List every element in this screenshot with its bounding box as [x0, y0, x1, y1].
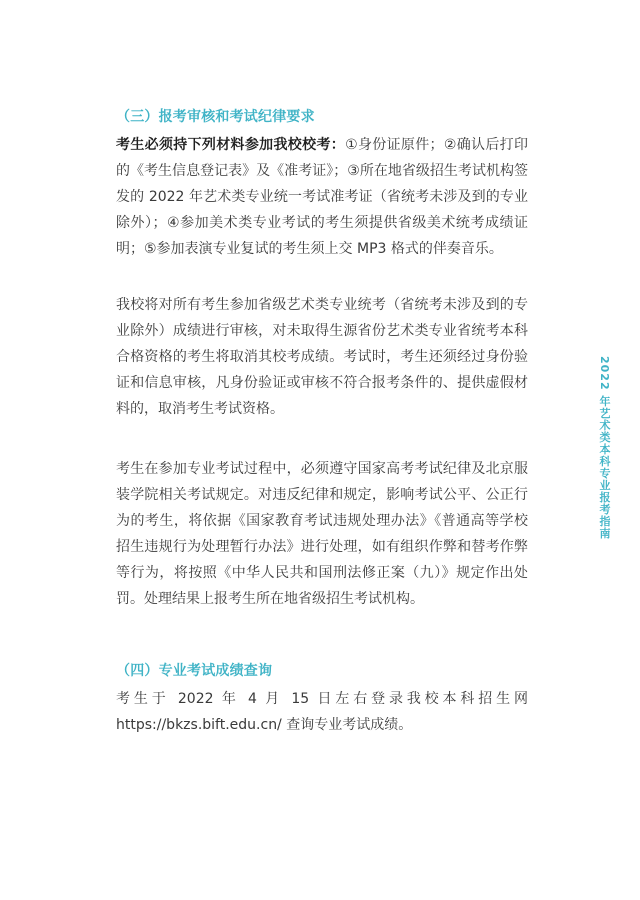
required-materials-text: ①身份证原件；②确认后打印的《考生信息登记表》及《准考证》；③所在地省级招生考试机构签发的 2022 年艺术类专业统一考试准考证（省统考未涉及到的专业除外）；④参加美术类专业考试的考生须提供省级美术统考成绩证明；⑤参加表演专业复试的考生须上交 MP3 格式的伴奏音乐。 [116, 137, 529, 257]
section-heading-exam-review: （三）报考审核和考试纪律要求 [116, 109, 315, 125]
paragraph-score-query: 考生于 2022 年 4 月 15 日左右登录我校本科招生网 https://bkzs.bift.edu.cn/ 查询专业考试成绩。 [116, 691, 528, 733]
side-tab-guide-title: 2022 年艺术类本科专业报考指南 [598, 356, 611, 540]
section-heading-score-query: （四）专业考试成绩查询 [116, 663, 273, 679]
required-materials-lead: 考生必须持下列材料参加我校校考： [116, 137, 346, 153]
paragraph-score-review: 我校将对所有考生参加省级艺术类专业统考（省统考未涉及到的专业除外）成绩进行审核，对未取得生源省份艺术类专业省统考本科合格资格的考生将取消其校考成绩。考试时，考生还须经过身份验证和信息审核，凡身份验证或审核不符合报考条件的、提供虚假材料的，取消考生考试资格。 [116, 297, 528, 417]
paragraph-required-materials [116, 132, 528, 262]
paragraph-exam-discipline: 考生在参加专业考试过程中，必须遵守国家高考考试纪律及北京服装学院相关考试规定。对违反纪律和规定，影响考试公平、公正行为的考生，将依据《国家教育考试违规处理办法》《普通高等学校招生违规行为处理暂行办法》进行处理，如有组织作弊和替考作弊等行为，将按照《中华人民共和国刑法修正案（九）》规定作出处罚。处理结果上报考生所在地省级招生考试机构。 [116, 461, 528, 607]
